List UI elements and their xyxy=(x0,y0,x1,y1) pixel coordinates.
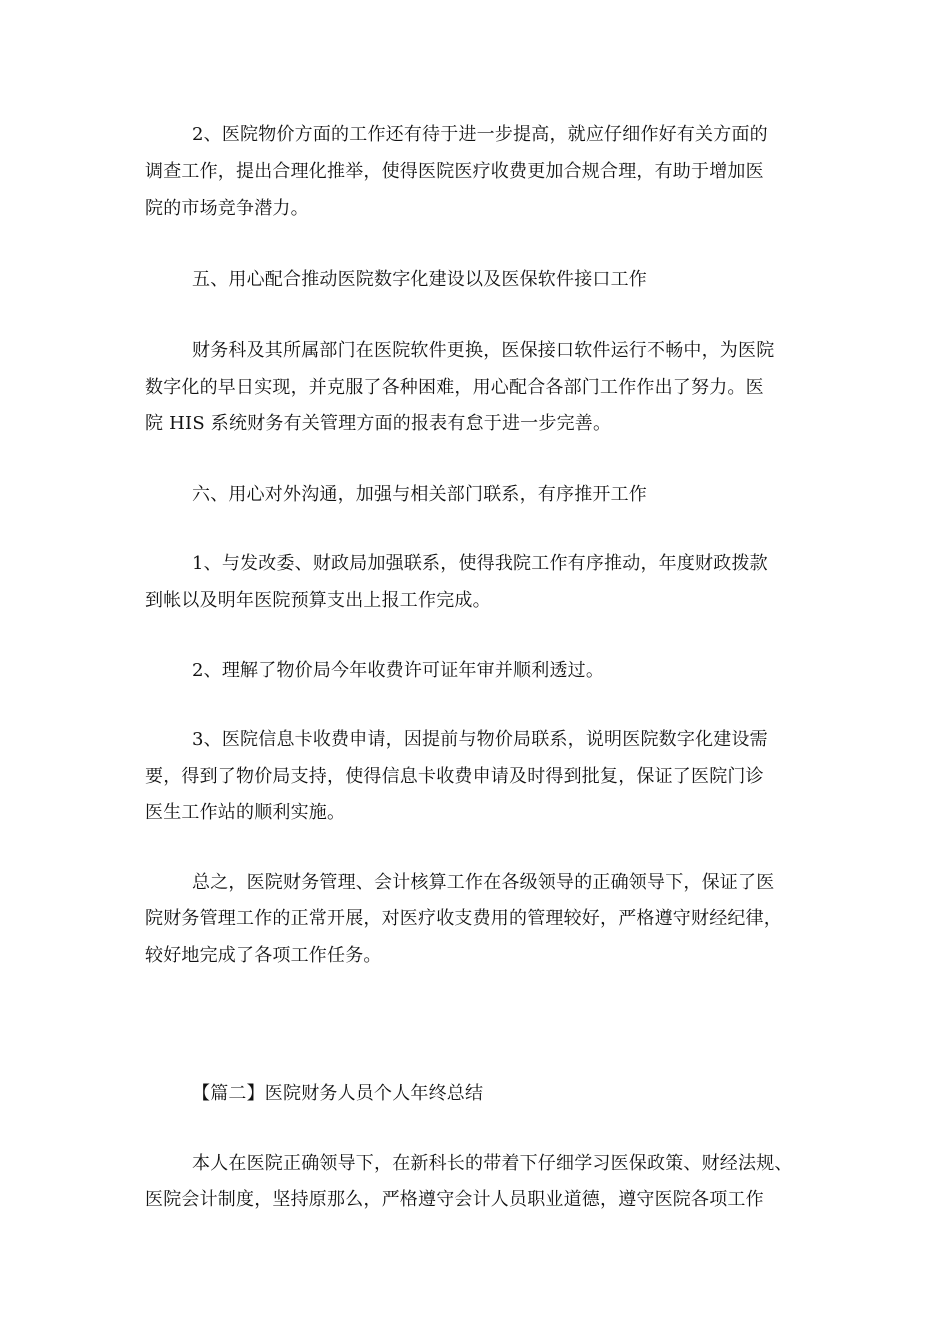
paragraph-line: 医生工作站的顺利实施。 xyxy=(145,802,346,823)
paragraph-line: 2、医院物价方面的工作还有待于进一步提高，就应仔细作好有关方面的 xyxy=(192,124,768,145)
paragraph-line: 总之，医院财务管理、会计核算工作在各级领导的正确领导下，保证了医 xyxy=(192,872,775,893)
paragraph-line: 本人在医院正确领导下，在新科长的带着下仔细学习医保政策、财经法规、 xyxy=(192,1153,793,1174)
article-title: 【篇二】医院财务人员个人年终总结 xyxy=(192,1083,484,1104)
paragraph-line: 调查工作，提出合理化推举，使得医院医疗收费更加合规合理，有助于增加医 xyxy=(145,161,764,182)
paragraph-line: 财务科及其所属部门在医院软件更换，医保接口软件运行不畅中，为医院 xyxy=(192,340,775,361)
paragraph-line: 院财务管理工作的正常开展，对医疗收支费用的管理较好，严格遵守财经纪律， xyxy=(145,908,782,929)
section-heading: 六、用心对外沟通，加强与相关部门联系，有序推开工作 xyxy=(192,484,647,505)
paragraph-line: 2、理解了物价局今年收费许可证年审并顺利透过。 xyxy=(192,660,605,681)
section-heading: 五、用心配合推动医院数字化建设以及医保软件接口工作 xyxy=(192,269,647,290)
paragraph-line: 要，得到了物价局支持，使得信息卡收费申请及时得到批复，保证了医院门诊 xyxy=(145,766,764,787)
paragraph-line: 院的市场竞争潜力。 xyxy=(145,198,309,219)
paragraph-line: 较好地完成了各项工作任务。 xyxy=(145,945,382,966)
paragraph-line: 数字化的早日实现，并克服了各种困难，用心配合各部门工作作出了努力。医 xyxy=(145,377,764,398)
paragraph-line: 院 HIS 系统财务有关管理方面的报表有怠于进一步完善。 xyxy=(145,413,612,434)
paragraph-line: 3、医院信息卡收费申请，因提前与物价局联系，说明医院数字化建设需 xyxy=(192,729,768,750)
paragraph-line: 1、与发改委、财政局加强联系，使得我院工作有序推动，年度财政拨款 xyxy=(192,553,768,574)
paragraph-line: 到帐以及明年医院预算支出上报工作完成。 xyxy=(145,590,491,611)
paragraph-line: 医院会计制度，坚持原那么，严格遵守会计人员职业道德，遵守医院各项工作 xyxy=(145,1189,764,1210)
